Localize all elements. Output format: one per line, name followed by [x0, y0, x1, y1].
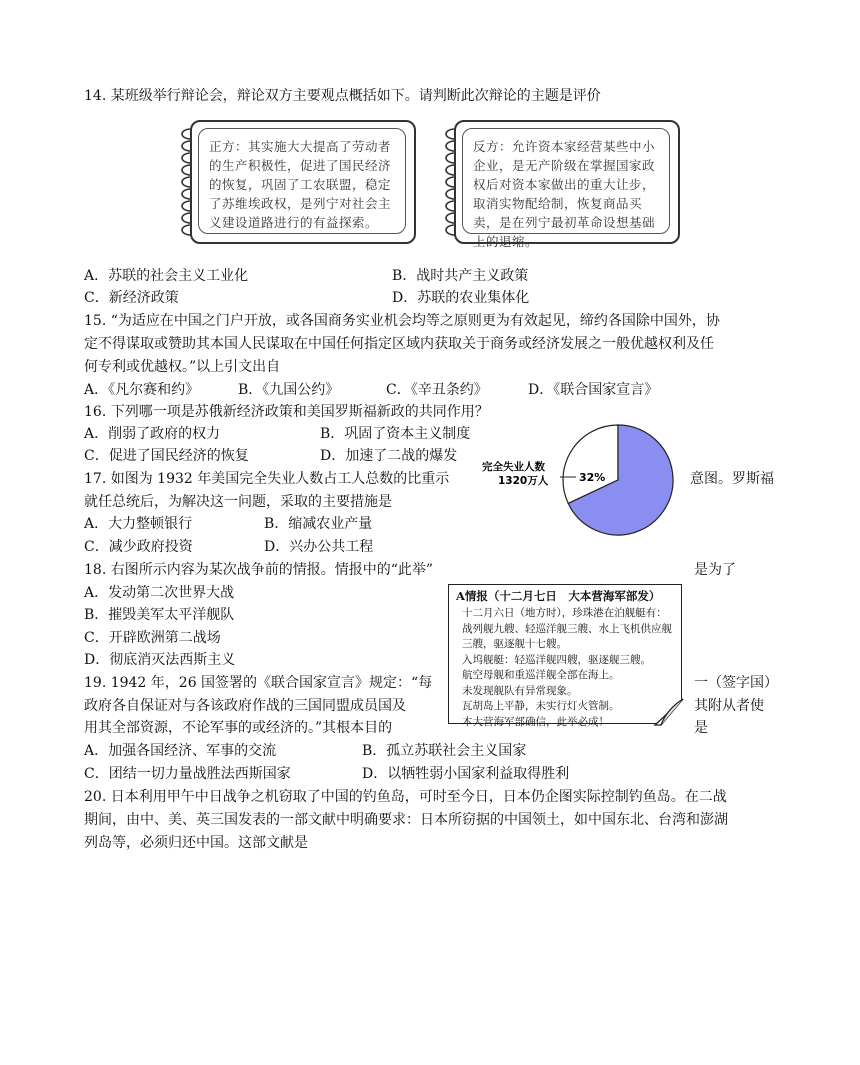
- intel-line: 本大营海军部确信，此举必成！: [462, 715, 609, 728]
- q20-stem-line1: 20. 日本利用甲午中日战争之机窃取了中国的钓鱼岛，可时至今日，日本仍企图实际控制钓鱼岛。在二战: [84, 789, 727, 805]
- q14-stem: 14. 某班级举行辩论会，辩论双方主要观点概括如下。请判断此次辩论的主题是评价: [84, 88, 601, 104]
- q18-stem-right: 是为了: [694, 562, 736, 578]
- q15-option-c[interactable]: C．《辛丑条约》: [386, 382, 488, 398]
- intel-title: A情报（十二月七日 大本营海军部发）: [456, 589, 661, 603]
- debate-pro-text: 正方：其实施大大提高了劳动者的生产积极性，促进了国民经济的恢复，巩固了工农联盟，稳定了苏维埃政权，是列宁对社会主义建设道路进行的有益探索。: [198, 128, 406, 234]
- q18-option-c[interactable]: C．开辟欧洲第二战场: [84, 630, 221, 646]
- q17-option-c[interactable]: C．减少政府投资: [84, 539, 193, 555]
- q14-option-d[interactable]: D．苏联的农业集体化: [392, 290, 530, 306]
- intel-line: 战列舰九艘、轻巡洋舰三艘、水上飞机供应舰: [462, 622, 672, 635]
- pie-label-line1: 完全失业人数: [482, 461, 545, 473]
- q20-stem-line3: 列岛等，必须归还中国。这部文献是: [84, 835, 308, 851]
- q15-option-d[interactable]: D．《联合国家宣言》: [528, 382, 659, 398]
- q16-option-a[interactable]: A．削弱了政府的权力: [84, 426, 221, 442]
- q14-option-c[interactable]: C．新经济政策: [84, 290, 179, 306]
- intel-line: 三艘，驱逐舰十七艘。: [462, 638, 567, 650]
- q16-option-b[interactable]: B．巩固了资本主义制度: [320, 426, 471, 442]
- q18-stem-left: 18. 右图所示内容为某次战争前的情报。情报中的“此举”: [84, 562, 434, 578]
- pie-percent-label: 32%: [579, 471, 606, 484]
- q17-stem-line2: 就任总统后，为解决这一问题，采取的主要措施是: [84, 494, 392, 510]
- q19-stem-line2-right: 其附从者使: [694, 698, 764, 714]
- intel-line: 入坞舰艇：轻巡洋舰四艘，驱逐舰三艘。: [462, 653, 651, 666]
- intel-line: 航空母舰和重巡洋舰全部在海上。: [462, 669, 620, 681]
- q15-stem-line1: 15. “为适应在中国之门户开放，或各国商务实业机会均等之原则更为有效起见，缔约各国除中国外，协: [84, 313, 720, 329]
- q15-stem-line2: 定不得谋取或赞助其本国人民谋取在中国任何指定区域内获取关于商务或经济发展之一般优越权利及任: [84, 336, 714, 352]
- q20-stem-line2: 期间，由中、美、英三国发表的一部文献中明确要求：日本所窃据的中国领土，如中国东北、台湾和澎湖: [84, 812, 728, 828]
- debate-con-text: 反方：允许资本家经营某些中小企业，是无产阶级在掌握国家政权后对资本家做出的重大让步，取消实物配给制，恢复商品买卖，是在列宁最初革命设想基础上的退缩。: [462, 128, 670, 234]
- intel-body: [462, 606, 672, 730]
- q18-option-d[interactable]: D．彻底消灭法西斯主义: [84, 652, 236, 668]
- q15-option-a[interactable]: A．《凡尔赛和约》: [84, 382, 200, 398]
- q16-option-d[interactable]: D．加速了二战的爆发: [320, 448, 458, 464]
- q18-option-b[interactable]: B．摧毁美军太平洋舰队: [84, 607, 235, 623]
- pie-label-line2: 1320万人: [498, 475, 549, 487]
- intel-report-card: [448, 584, 682, 728]
- q15-option-b[interactable]: B．《九国公约》: [238, 382, 340, 398]
- q14-option-a[interactable]: A．苏联的社会主义工业化: [84, 268, 249, 284]
- intel-line: 瓦胡岛上平静，未实行灯火管制。: [462, 700, 620, 712]
- q15-stem-line3: 何专利或优越权。”以上引文出自: [84, 359, 281, 375]
- q19-stem-line1-left: 19. 1942 年，26 国签署的《联合国家宣言》规定：“每: [84, 675, 433, 691]
- pie-chart-svg: [476, 425, 686, 535]
- q16-option-c[interactable]: C．促进了国民经济的恢复: [84, 448, 249, 464]
- q14-option-b[interactable]: B．战时共产主义政策: [392, 268, 529, 284]
- q17-option-d[interactable]: D．兴办公共工程: [264, 539, 374, 555]
- q17-stem-left: 17. 如图为 1932 年美国完全失业人数占工人总数的比重示: [84, 471, 450, 487]
- q19-option-d[interactable]: D．以牺牲弱小国家利益取得胜利: [362, 766, 570, 782]
- q19-option-a[interactable]: A．加强各国经济、军事的交流: [84, 743, 277, 759]
- q19-stem-line1-right: 一（签字国）: [694, 675, 778, 691]
- q19-stem-line3-left: 用其全部资源，不论军事的或经济的。”其根本目的: [84, 720, 393, 736]
- unemployment-pie-chart: [476, 425, 686, 535]
- q18-option-a[interactable]: A．发动第二次世界大战: [84, 585, 235, 601]
- q19-stem-line3-right: 是: [694, 720, 708, 736]
- q17-option-a[interactable]: A．大力整顿银行: [84, 516, 193, 532]
- q19-option-c[interactable]: C．团结一切力量战胜法西斯国家: [84, 766, 291, 782]
- debate-card-con: [440, 120, 680, 249]
- intel-line: 十二月六日（地方时），珍珠港在泊舰艇有：: [462, 607, 667, 619]
- debate-card-pro: [176, 120, 416, 244]
- q17-stem-right: 意图。罗斯福: [690, 471, 774, 487]
- intel-line: 未发现舰队有异常现象。: [462, 684, 578, 697]
- q19-stem-line2-left: 政府各自保证对与各该政府作战的三国同盟成员国及: [84, 698, 406, 714]
- q16-stem: 16. 下列哪一项是苏俄新经济政策和美国罗斯福新政的共同作用？: [84, 404, 489, 420]
- q19-option-b[interactable]: B．孤立苏联社会主义国家: [362, 743, 527, 759]
- q17-option-b[interactable]: B．缩减农业产量: [264, 516, 373, 532]
